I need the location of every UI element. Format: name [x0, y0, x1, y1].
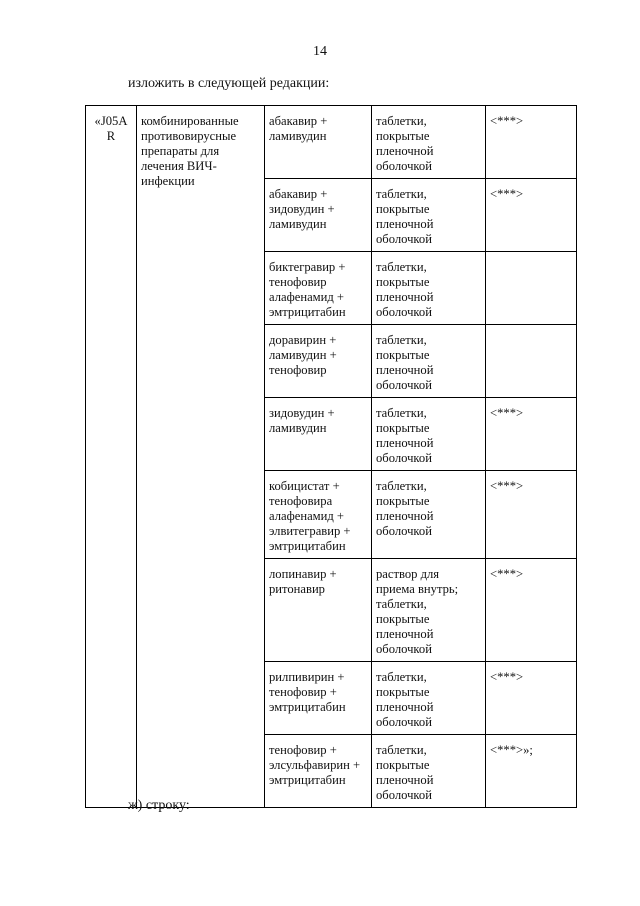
table-body [86, 106, 577, 808]
drug-table [85, 105, 577, 808]
dosage-form: таблетки, покрытые пленочной оболочкой [372, 325, 486, 398]
note: <***> [486, 662, 577, 735]
dosage-form: таблетки, покрытые пленочной оболочкой [372, 398, 486, 471]
note: <***> [486, 471, 577, 559]
note [486, 252, 577, 325]
atc-code: «J05A R [86, 106, 137, 808]
dosage-form: таблетки, покрытые пленочной оболочкой [372, 252, 486, 325]
dosage-form: таблетки, покрытые пленочной оболочкой [372, 471, 486, 559]
note: <***> [486, 106, 577, 179]
drug-name: лопинавир + ритонавир [265, 559, 372, 662]
drug-name: абакавир + зидовудин + ламивудин [265, 179, 372, 252]
note: <***> [486, 179, 577, 252]
closing-text: ж) строку: [128, 798, 190, 813]
drug-name: биктегравир + тенофовир алафенамид + эмтрицитабин [265, 252, 372, 325]
note: <***>»; [486, 735, 577, 808]
page-number: 14 [313, 44, 327, 59]
dosage-form: таблетки, покрытые пленочной оболочкой [372, 179, 486, 252]
note: <***> [486, 398, 577, 471]
drug-name: кобицистат + тенофовира алафенамид + элвитегравир + эмтрицитабин [265, 471, 372, 559]
dosage-form: таблетки, покрытые пленочной оболочкой [372, 106, 486, 179]
group-description: комбинированные противовирусные препараты для лечения ВИЧ- инфекции [137, 106, 265, 808]
note: <***> [486, 559, 577, 662]
drug-name: абакавир + ламивудин [265, 106, 372, 179]
table-row [86, 106, 577, 179]
note [486, 325, 577, 398]
drug-name: доравирин + ламивудин + тенофовир [265, 325, 372, 398]
dosage-form: таблетки, покрытые пленочной оболочкой [372, 662, 486, 735]
drug-name: тенофовир + элсульфавирин + эмтрицитабин [265, 735, 372, 808]
drug-name: зидовудин + ламивудин [265, 398, 372, 471]
intro-text: изложить в следующей редакции: [128, 76, 330, 91]
dosage-form: раствор для приема внутрь; таблетки, покрытые пленочной оболочкой [372, 559, 486, 662]
dosage-form: таблетки, покрытые пленочной оболочкой [372, 735, 486, 808]
drug-name: рилпивирин + тенофовир + эмтрицитабин [265, 662, 372, 735]
